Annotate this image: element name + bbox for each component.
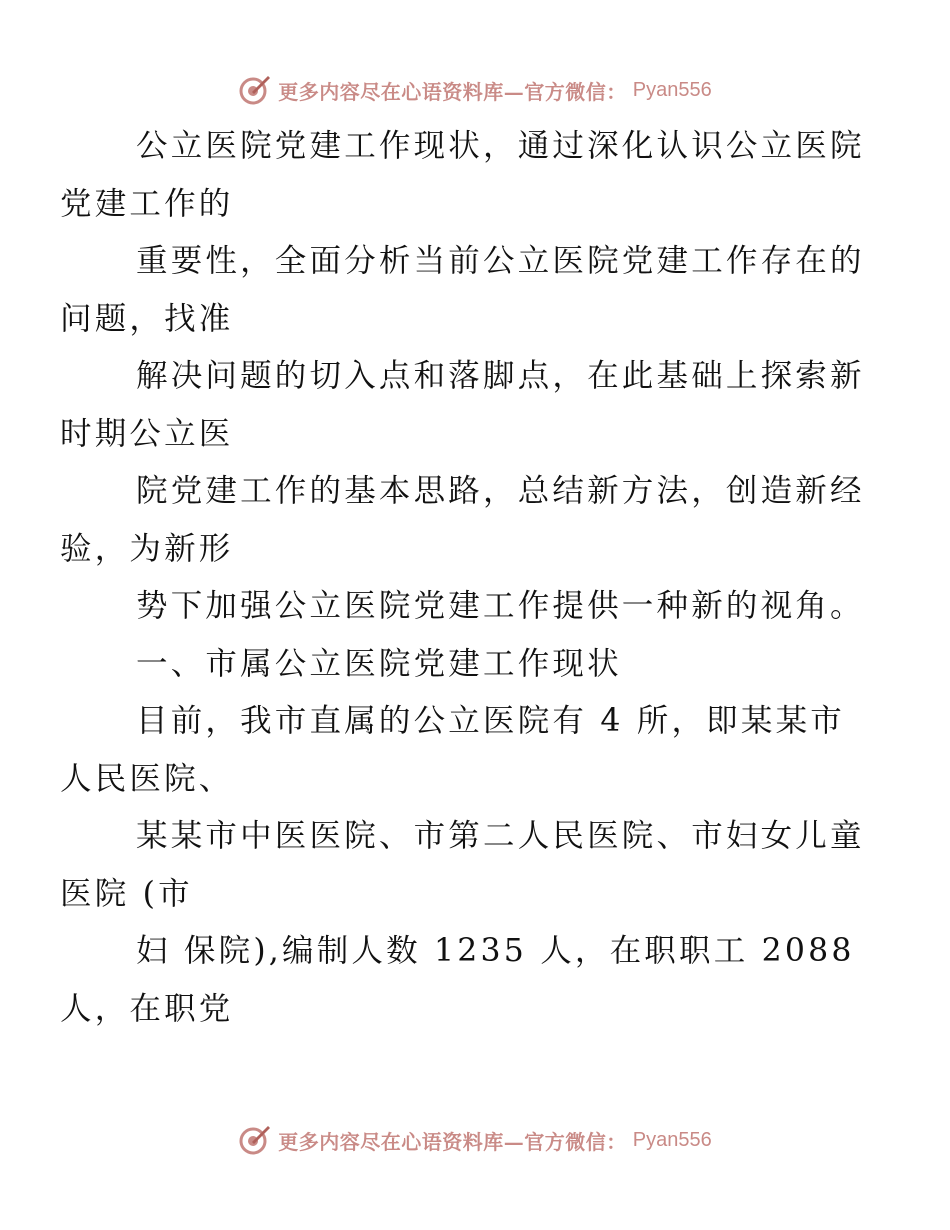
paragraph-line: 时期公立医 [60,415,234,452]
page-footer-banner [0,1120,950,1160]
paragraph [60,233,865,348]
paragraph [60,923,858,1038]
paragraph-line: 势下加强公立医院党建工作提供一种新的视角。 [136,588,865,624]
paragraph [60,808,865,923]
paragraph [60,463,865,578]
paragraph-line: 妇 保院),编制人数 1235 人，在职职工 2088 [136,933,855,969]
page-header-banner [0,70,950,110]
paragraph-line: 某某市中医医院、市第二人民医院、市妇女儿童 [136,818,865,854]
paragraph-line: 人民医院、 [60,760,234,797]
paragraph-line: 重要性，全面分析当前公立医院党建工作存在的 [136,243,865,279]
paragraph-line: 院党建工作的基本思路，总结新方法，创造新经 [136,473,865,509]
document-body [60,118,865,1038]
paragraph [60,348,865,463]
paragraph-line: 公立医院党建工作现状，通过深化认识公立医院 [136,128,865,164]
footer-banner-text: 更多内容尽在心语资料库—官方微信： [278,1129,627,1154]
footer-wechat-handle: Pyan556 [632,1128,712,1151]
paragraph-line: 党建工作的 [60,185,234,222]
paragraph-line: 目前，我市直属的公立医院有 4 所，即某某市 [136,703,845,739]
paragraph-line: 人，在职党 [60,990,234,1027]
header-wechat-handle: Pyan556 [632,78,712,101]
paragraph [60,118,865,233]
quill-circle-logo-icon [238,1123,272,1157]
header-banner-text: 更多内容尽在心语资料库—官方微信： [278,79,627,104]
quill-circle-logo-icon [238,73,272,107]
section-heading-text: 一、市属公立医院党建工作现状 [136,645,622,682]
paragraph-line: 验，为新形 [60,530,234,567]
paragraph [60,693,858,808]
paragraph [98,578,865,636]
paragraph-line: 解决问题的切入点和落脚点，在此基础上探索新 [136,358,865,394]
paragraph-line: 问题，找准 [60,300,234,337]
section-heading [98,636,858,694]
paragraph-line: 医院 (市 [60,875,193,912]
